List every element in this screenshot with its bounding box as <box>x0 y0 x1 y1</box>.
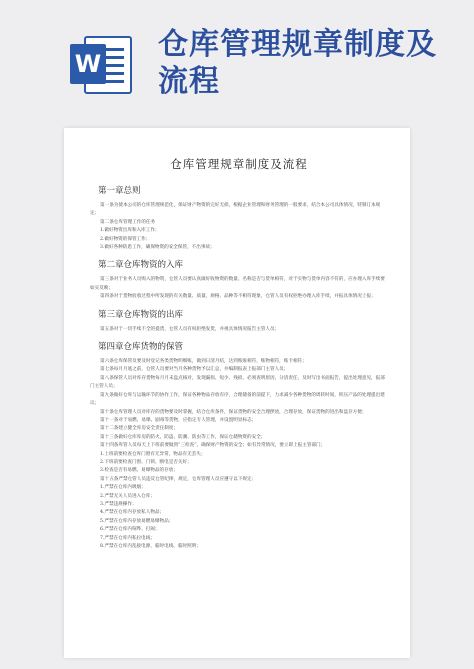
chapter-heading: 第三章仓库物资的出库 <box>98 309 184 320</box>
list-item: 1.严禁在仓库内吸烟； <box>100 485 146 491</box>
paragraph: 第四条对于货物验收过程中所发现的有关数量、质量、规格、品种等不相符现象，仓管人员有权拒绝办理入库手续，并报具体情况上报； <box>100 294 376 300</box>
chapter-heading: 第二章仓库物资的入库 <box>98 260 184 271</box>
paragraph: 第五条对于一切手续不全的提货，仓管人员有权拒绝发货，并视具体情况报告主管人员； <box>100 326 280 332</box>
paragraph: 第二条仓库管理工作的任务 <box>100 219 156 225</box>
paragraph: 第十二条建立健全库房安全责任制度； <box>100 426 179 432</box>
paragraph: 第十三条做好仓库库房的防火、防盗、防潮、防虫等工作，保证仓储物资的安全； <box>100 434 266 440</box>
list-item: 8.严禁在仓库内乱接电源、临时电线、临时照明； <box>100 544 201 549</box>
paragraph: 第九条做好仓库与运输环节的协作工作，保证各种物品存放有序，合理储备的前提下，力求减少各种货物的周转时间，积压产品的处理提出建议； <box>90 392 385 407</box>
word-document-icon <box>70 30 134 100</box>
header-title: 仓库管理规章制度及流程 <box>158 27 437 99</box>
list-item: 2.下班前要检查门窗、门锁、断电是否关好； <box>100 459 192 465</box>
document-page <box>64 128 410 658</box>
list-item: 1.做好物资出库和入库工作； <box>100 228 160 234</box>
paragraph: 第三条对于业务人员购入的物资，仓管人员要认真做好收物资的数量、名称是否与货单相符，对于实物与货单内容不符的，应办理入库手续要如实反映； <box>90 277 385 291</box>
paragraph: 第十一条对于易燃、易爆、剧毒等货物，应指定专人管理，并设置明显标志； <box>100 417 257 423</box>
paragraph: 第八条保管人员对库存货物每月月末盘点核对，发现漏损、短少、残损、必须查明原因，分清责任，及时写出书面报告，提出处理意见，报部门主管人员； <box>90 375 385 390</box>
list-item: 3.检查是否有易燃、易爆物品的存放； <box>100 468 178 474</box>
document-title: 仓库管理规章制度及流程 <box>170 157 308 171</box>
paragraph: 第六条仓库保管员要及时登记各类货物明细账，做到日清月结，达到账账相符，账物相符，账卡相符； <box>100 359 307 365</box>
list-item: 3.严禁违规操作； <box>100 501 137 507</box>
list-item: 5.严禁在仓库内存放易燃易爆物品； <box>100 518 174 524</box>
paragraph: 第十条仓库管理人员对库存的货物要及时掌握，结合仓库条件，保证货物的安全合理摆放，合理存放，保证货物的进出和盘存方便； <box>100 409 367 415</box>
paragraph: 第七条每月月底之前，仓管人员要对当月各种货物予以汇总，并编制报表上报部门主管人员； <box>100 367 289 373</box>
list-item: 2.做好物资的保管工作； <box>100 236 151 242</box>
list-item: 2.严禁无关人员进入仓库； <box>100 493 155 499</box>
paragraph: 第十五条严禁仓管人员违反仓管纪律，规定，仓库管理人员应遵守以下规定； <box>100 476 257 482</box>
list-item: 3.做好各种防患工作，确保物资的安全保管，不出事故； <box>100 245 215 251</box>
paragraph: 第十四条库管人员每天上下班前要做到“三检查”，确保财产物资的安全；如有异常情况，要立即上报主管部门； <box>100 443 326 449</box>
paragraph: 第一条为使本公司的仓库管理规范化，保证财产物资的完好无损，根据企业管理和财务管理的一般要求，结合本公司具体情况，特制订本规定； <box>90 203 381 217</box>
chapter-heading: 第一章总则 <box>98 186 141 196</box>
list-item: 7.严禁在仓库内私拉电线； <box>100 535 155 541</box>
list-item: 6.严禁在仓库内喧哗、打闹； <box>100 527 160 533</box>
word-badge: W <box>70 44 106 84</box>
list-item: 4.严禁在仓库内存放私人物品； <box>100 510 165 516</box>
chapter-heading: 第四章仓库货物的保管 <box>98 342 184 353</box>
list-item: 1.上班前要检查仓库门窗有无异常，物品有无丢失； <box>100 451 206 457</box>
